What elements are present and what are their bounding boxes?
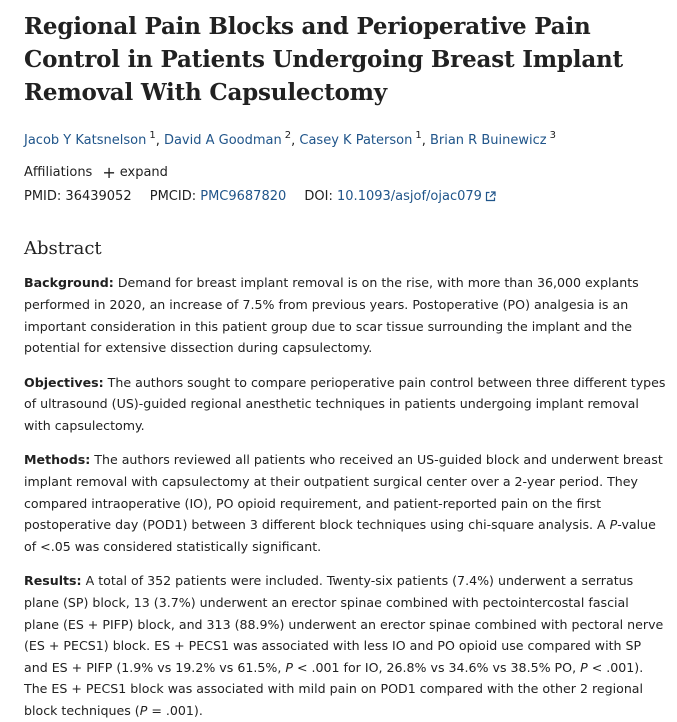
author-affiliation-number[interactable]: 2: [284, 130, 292, 141]
author-link[interactable]: Brian R Buinewicz: [429, 133, 547, 149]
article-page: [0, 10, 677, 719]
p-symbol: P: [580, 659, 588, 675]
abstract-methods: [24, 449, 667, 557]
author-affiliation-number[interactable]: 1: [149, 130, 156, 141]
author-separator: ,: [421, 133, 430, 149]
abstract-objectives: [24, 372, 667, 437]
methods-text: -value of <.05 was considered statistically significant.: [24, 517, 656, 554]
objectives-label: Objectives:: [24, 374, 104, 390]
pmcid-link[interactable]: PMC9687820: [200, 189, 287, 205]
author-item: [299, 130, 422, 149]
external-link-icon[interactable]: [485, 190, 496, 208]
author-list: [24, 128, 667, 150]
expand-affiliations-button[interactable]: [102, 164, 168, 182]
abstract-background: [24, 272, 667, 358]
pmid-label: PMID:: [24, 189, 62, 205]
plus-icon: +: [102, 163, 116, 183]
author-link[interactable]: Jacob Y Katsnelson: [24, 133, 147, 149]
p-symbol: P: [609, 517, 618, 533]
author-separator: ,: [155, 133, 164, 149]
affiliations-row: [24, 164, 667, 182]
doi-link[interactable]: [337, 189, 496, 204]
methods-text: The authors reviewed all patients who received an US-guided block and underwent breast implant removal with capsulectomy at their outpatient surgical center over a 2-year period. They compared intraoperative (IO), PO opioid requirement, and patient-reported pain on the first postoperative day (POD1) between 3 different block techniques using chi-square analysis. A: [24, 452, 663, 533]
author-affiliation-number[interactable]: 1: [415, 130, 422, 141]
author-item: [163, 130, 292, 149]
doi-value[interactable]: 10.1093/asjof/ojac079: [337, 189, 482, 205]
background-label: Background:: [24, 275, 114, 291]
affiliations-label: Affiliations: [24, 165, 93, 181]
results-label: Results:: [24, 573, 82, 589]
expand-label: expand: [119, 165, 168, 181]
doi-label: DOI:: [304, 189, 333, 205]
methods-label: Methods:: [24, 452, 91, 468]
pmcid-label: PMCID:: [149, 189, 197, 205]
background-text: Demand for breast implant removal is on the rise, with more than 36,000 explants performed in 2020, an increase of 7.5% from previous years. Postoperative (PO) analgesia is an important consideration in this patient group due to scar tissue surrounding the implant and the potential for extensive dissection during capsulectomy.: [24, 275, 639, 356]
results-text: A total of 352 patients were included. Twenty-six patients (7.4%) underwent a serratus plane (SP) block, 13 (3.7%) underwent an erector spinae combined with pectointercostal fascial plane (ES + PIFP) block, and 313 (88.9%) underwent an erector spinae combined with pectoral nerve (ES + PECS1) block. ES + PECS1 was associated with less IO and PO opioid use compared with SP and ES + PIFP (1.9% vs 19.2% vs 61.5%,: [24, 573, 664, 675]
article-title: Regional Pain Blocks and Perioperative Pain Control in Patients Undergoing Breast Implant Removal With Capsulectomy: [24, 13, 623, 106]
results-text: < .001 for IO, 26.8% vs 34.6% vs 38.5% PO,: [292, 659, 581, 675]
results-text: < .001). The ES + PECS1 block was associated with mild pain on POD1 compared with the other 2 regional block techniques (: [24, 659, 644, 719]
author-item: [24, 130, 156, 149]
author-link[interactable]: Casey K Paterson: [299, 133, 413, 149]
author-separator: ,: [291, 133, 300, 149]
pmid-value: 36439052: [65, 189, 132, 205]
objectives-text: The authors sought to compare perioperative pain control between three different types of ultrasound (US)-guided regional anesthetic techniques in patients undergoing implant removal with capsulectomy.: [24, 374, 666, 433]
author-affiliation-number[interactable]: 3: [549, 130, 556, 141]
abstract-results: [24, 570, 667, 721]
author-item: [429, 130, 556, 149]
results-text: = .001).: [147, 703, 203, 719]
p-symbol: P: [139, 703, 148, 719]
abstract-heading: Abstract: [24, 238, 102, 260]
author-link[interactable]: David A Goodman: [163, 133, 282, 149]
p-symbol: P: [285, 659, 293, 675]
identifiers-row: [24, 188, 667, 208]
